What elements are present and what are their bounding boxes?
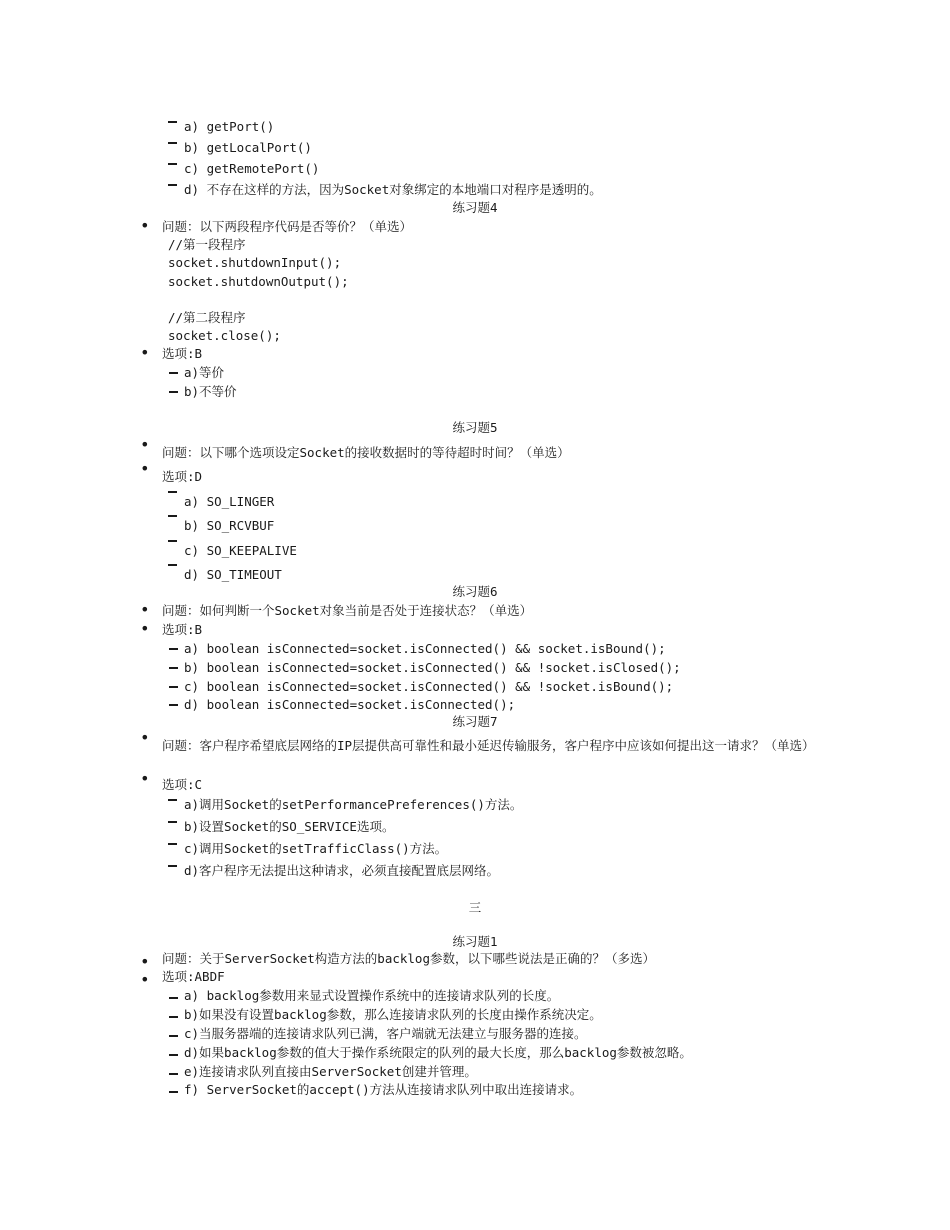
option-item: e)连接请求队列直接由ServerSocket创建并管理。: [184, 1064, 477, 1079]
dash-marker: [169, 686, 178, 688]
option-item: b)不等价: [184, 384, 237, 399]
dash-marker: [169, 648, 178, 650]
option-item: d) SO_TIMEOUT: [184, 567, 282, 582]
question-text: 问题：以下哪个选项设定Socket的接收数据时的等待超时时间？（单选）: [162, 445, 570, 460]
option-item: a) backlog参数用来显式设置操作系统中的连接请求队列的长度。: [184, 988, 560, 1003]
dash-marker: [169, 997, 178, 999]
option-item: b)如果没有设置backlog参数，那么连接请求队列的长度由操作系统决定。: [184, 1007, 602, 1022]
dash-marker: [168, 821, 177, 823]
dash-marker: [169, 1035, 178, 1037]
option-item: b) boolean isConnected=socket.isConnected() && !socket.isClosed();: [184, 660, 681, 675]
dash-marker: [168, 121, 177, 123]
section-title: 三: [468, 900, 482, 915]
bullet-icon: •: [140, 216, 150, 235]
bullet-icon: •: [140, 343, 150, 362]
dash-marker: [168, 564, 177, 566]
exercise-title: 练习题6: [452, 584, 498, 599]
dash-marker: [169, 1054, 178, 1056]
dash-marker: [169, 1091, 178, 1093]
question-text: 问题：客户程序希望底层网络的IP层提供高可靠性和最小延迟传输服务，客户程序中应该如何提出这一请求？（单选）: [162, 738, 815, 753]
option-item: d) boolean isConnected=socket.isConnected();: [184, 697, 516, 712]
dash-marker: [169, 372, 178, 374]
bullet-icon: •: [140, 619, 150, 638]
dash-marker: [169, 1016, 178, 1018]
answer-text: 选项:B: [162, 346, 203, 361]
answer-text: 选项:B: [162, 622, 203, 637]
dash-marker: [168, 843, 177, 845]
dash-marker: [168, 865, 177, 867]
bullet-icon: •: [140, 952, 150, 971]
option-item: a)等价: [184, 365, 225, 380]
option-item: c) SO_KEEPALIVE: [184, 543, 297, 558]
option-item: c) getRemotePort(): [184, 161, 320, 176]
option-item: a) boolean isConnected=socket.isConnected() && socket.isBound();: [184, 641, 666, 656]
option-item: b) SO_RCVBUF: [184, 518, 275, 533]
dash-marker: [168, 799, 177, 801]
answer-text: 选项:C: [162, 777, 203, 792]
option-item: b) getLocalPort(): [184, 140, 312, 155]
answer-text: 选项:D: [162, 469, 203, 484]
option-item: c) boolean isConnected=socket.isConnected() && !socket.isBound();: [184, 679, 674, 694]
option-item: a) SO_LINGER: [184, 494, 275, 509]
dash-marker: [168, 515, 177, 517]
code-line: //第一段程序: [168, 237, 246, 252]
option-item: c)当服务器端的连接请求队列已满，客户端就无法建立与服务器的连接。: [184, 1026, 587, 1041]
bullet-icon: •: [140, 970, 150, 989]
question-text: 问题：以下两段程序代码是否等价？（单选）: [162, 219, 413, 234]
option-item: c)调用Socket的setTrafficClass()方法。: [184, 841, 448, 856]
option-item: a)调用Socket的setPerformancePreferences()方法。: [184, 797, 523, 812]
bullet-icon: •: [140, 435, 150, 454]
dash-marker: [168, 163, 177, 165]
dash-marker: [169, 1073, 178, 1075]
code-line: socket.close();: [168, 328, 281, 343]
option-item: b)设置Socket的SO_SERVICE选项。: [184, 819, 395, 834]
dash-marker: [169, 391, 178, 393]
bullet-icon: •: [140, 459, 150, 478]
dash-marker: [168, 184, 177, 186]
code-line: socket.shutdownInput();: [168, 255, 342, 270]
option-item: f) ServerSocket的accept()方法从连接请求队列中取出连接请求。: [184, 1082, 583, 1097]
bullet-icon: •: [140, 728, 150, 747]
option-item: a) getPort(): [184, 119, 275, 134]
option-item: d)客户程序无法提出这种请求，必须直接配置底层网络。: [184, 863, 500, 878]
dash-marker: [169, 704, 178, 706]
answer-text: 选项:ABDF: [162, 969, 225, 984]
exercise-title: 练习题5: [452, 420, 498, 435]
question-text: 问题：关于ServerSocket构造方法的backlog参数，以下哪些说法是正确的？（多选）: [162, 951, 655, 966]
code-line: //第二段程序: [168, 310, 246, 325]
bullet-icon: •: [140, 769, 150, 788]
question-text: 问题：如何判断一个Socket对象当前是否处于连接状态？（单选）: [162, 603, 533, 618]
bullet-icon: •: [140, 600, 150, 619]
dash-marker: [169, 667, 178, 669]
exercise-title: 练习题7: [452, 714, 498, 729]
dash-marker: [168, 142, 177, 144]
exercise-title: 练习题4: [452, 200, 498, 215]
option-item: d)如果backlog参数的值大于操作系统限定的队列的最大长度，那么backlog参数被忽略。: [184, 1045, 692, 1060]
dash-marker: [168, 491, 177, 493]
exercise-title: 练习题1: [452, 934, 498, 949]
code-line: socket.shutdownOutput();: [168, 274, 349, 289]
dash-marker: [168, 540, 177, 542]
option-item: d) 不存在这样的方法，因为Socket对象绑定的本地端口对程序是透明的。: [184, 182, 602, 197]
